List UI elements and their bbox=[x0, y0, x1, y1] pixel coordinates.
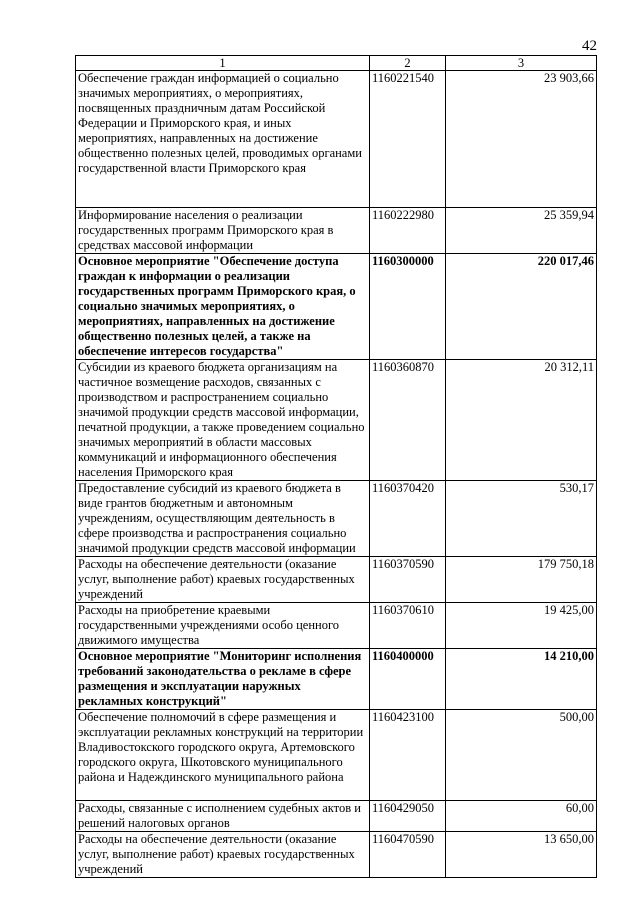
table-row bbox=[76, 603, 597, 649]
row-name: Предоставление субсидий из краевого бюджета в виде грантов бюджетным и автономным учреждениям, осуществляющим деятельность в сфере производства и распространения социально значимой продукции средств массовой информации bbox=[76, 481, 370, 557]
row-name: Расходы на обеспечение деятельности (оказание услуг, выполнение работ) краевых государственных учреждений bbox=[76, 832, 370, 878]
row-amount: 179 750,18 bbox=[446, 557, 597, 603]
table-header-row bbox=[76, 56, 597, 71]
page-number: 42 bbox=[582, 38, 597, 54]
row-name: Обеспечение граждан информацией о социально значимых мероприятиях, о мероприятиях, посвященных праздничным датам Российской Федерации и Приморского края, и иных мероприятиях, направленных на достижение общественно полезных целей, проводимых органами государственной власти Приморского края bbox=[76, 71, 370, 208]
row-name: Субсидии из краевого бюджета организациям на частичное возмещение расходов, связанных с производством и распространением социально значимой продукции средств массовой информации, печатной продукции, а также проведением социально значимых мероприятий в области массовых коммуникаций и информационного обеспечения населения Приморского края bbox=[76, 360, 370, 481]
table-row bbox=[76, 832, 597, 878]
header-col-1: 1 bbox=[76, 56, 370, 71]
table-row bbox=[76, 71, 597, 208]
row-name: Расходы, связанные с исполнением судебных актов и решений налоговых органов bbox=[76, 801, 370, 832]
row-name: Расходы на приобретение краевыми государственными учреждениями особо ценного движимого имущества bbox=[76, 603, 370, 649]
row-code: 1160300000 bbox=[370, 254, 446, 360]
row-code: 1160470590 bbox=[370, 832, 446, 878]
row-amount: 25 359,94 bbox=[446, 208, 597, 254]
row-name: Расходы на обеспечение деятельности (оказание услуг, выполнение работ) краевых государственных учреждений bbox=[76, 557, 370, 603]
row-code: 1160370420 bbox=[370, 481, 446, 557]
row-code: 1160370590 bbox=[370, 557, 446, 603]
row-amount: 19 425,00 bbox=[446, 603, 597, 649]
row-amount: 14 210,00 bbox=[446, 649, 597, 710]
table-row bbox=[76, 710, 597, 801]
row-code: 1160423100 bbox=[370, 710, 446, 801]
row-code: 1160360870 bbox=[370, 360, 446, 481]
table-row bbox=[76, 801, 597, 832]
row-amount: 60,00 bbox=[446, 801, 597, 832]
row-code: 1160222980 bbox=[370, 208, 446, 254]
row-code: 1160370610 bbox=[370, 603, 446, 649]
table-row bbox=[76, 208, 597, 254]
table-row bbox=[76, 360, 597, 481]
row-amount: 220 017,46 bbox=[446, 254, 597, 360]
row-name: Основное мероприятие "Обеспечение доступа граждан к информации о реализации государственных программ Приморского края, о социально значимых мероприятиях, о мероприятиях, направленных на достижение общественно полезных целей, а также на обеспечение интересов государства" bbox=[76, 254, 370, 360]
row-amount: 23 903,66 bbox=[446, 71, 597, 208]
row-code: 1160221540 bbox=[370, 71, 446, 208]
table-row-main-activity bbox=[76, 254, 597, 360]
row-amount: 500,00 bbox=[446, 710, 597, 801]
row-name: Информирование населения о реализации государственных программ Приморского края в средствах массовой информации bbox=[76, 208, 370, 254]
table-row bbox=[76, 557, 597, 603]
row-name: Обеспечение полномочий в сфере размещения и эксплуатации рекламных конструкций на территории Владивостокского городского округа, Артемовского городского округа, Шкотовского муниципального района и Надеждинского муниципального района bbox=[76, 710, 370, 801]
row-amount: 13 650,00 bbox=[446, 832, 597, 878]
table-row bbox=[76, 481, 597, 557]
table-row-main-activity bbox=[76, 649, 597, 710]
header-col-2: 2 bbox=[370, 56, 446, 71]
row-code: 1160429050 bbox=[370, 801, 446, 832]
header-col-3: 3 bbox=[446, 56, 597, 71]
budget-table bbox=[75, 55, 597, 878]
row-code: 1160400000 bbox=[370, 649, 446, 710]
row-name: Основное мероприятие "Мониторинг исполнения требований законодательства о рекламе в сфере размещения и эксплуатации наружных рекламных конструкций" bbox=[76, 649, 370, 710]
row-amount: 20 312,11 bbox=[446, 360, 597, 481]
row-amount: 530,17 bbox=[446, 481, 597, 557]
